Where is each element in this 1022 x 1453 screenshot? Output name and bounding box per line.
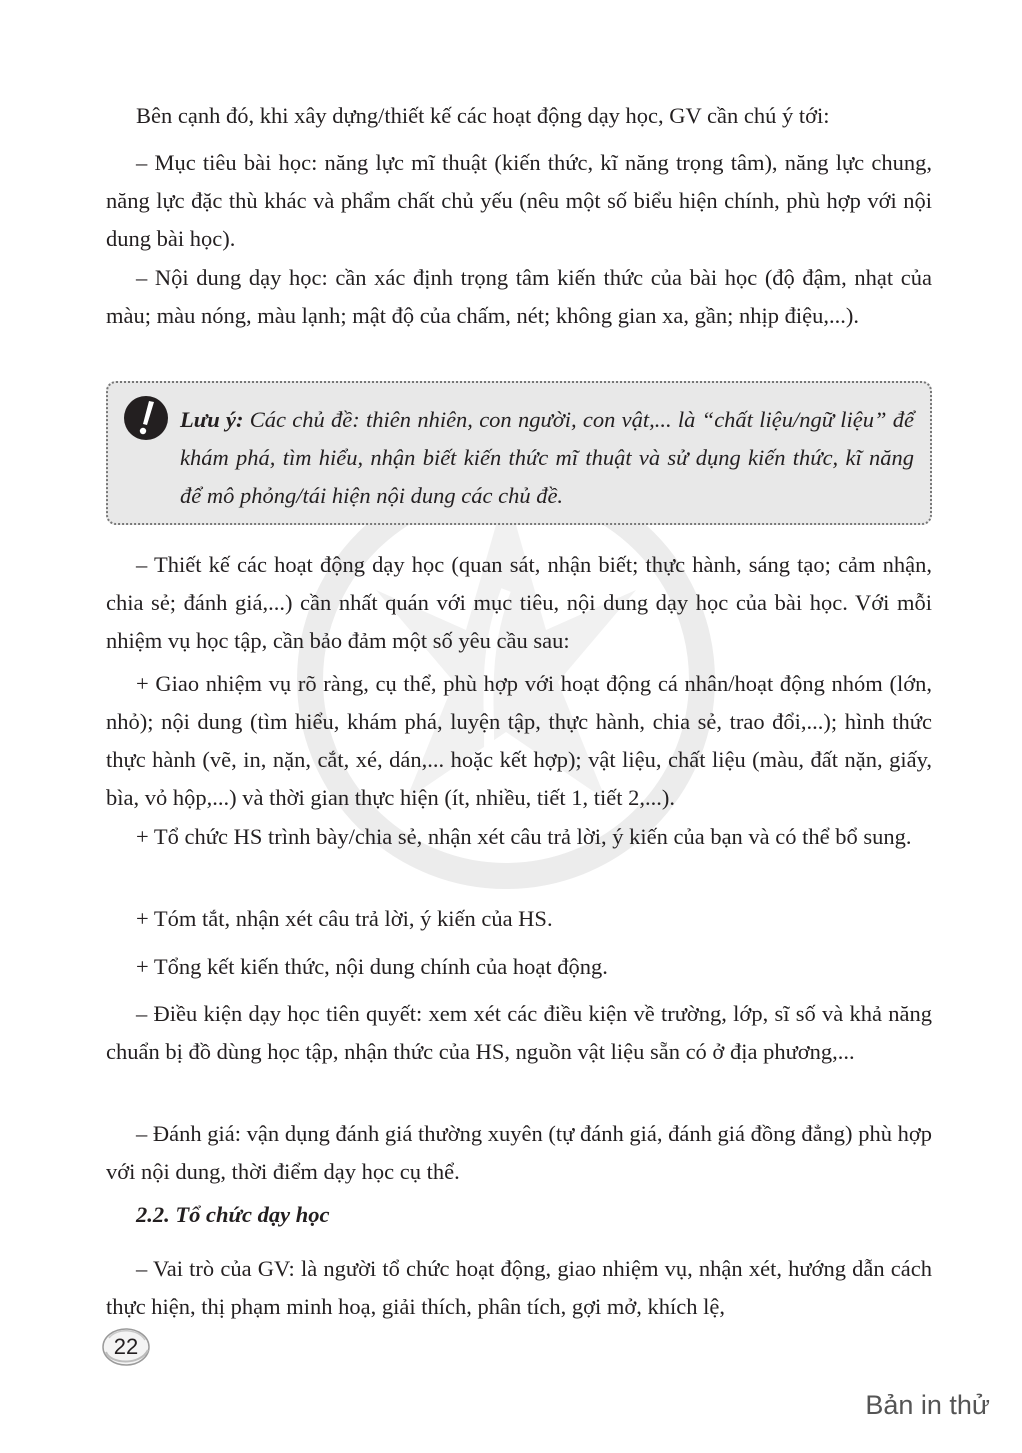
- paragraph-activities: – Thiết kế các hoạt động dạy học (quan sát, nhận biết; thực hành, sáng tạo; cảm nhận, chia sẻ; đánh giá,...) cần nhất quán với mục tiêu, nội dung dạy học của bài học. Với mỗi nhiệm vụ học tập, cần bảo đảm một số yêu cầu sau:: [106, 552, 932, 653]
- paragraph-conclude: + Tổng kết kiến thức, nội dung chính của hoạt động.: [136, 954, 608, 979]
- paragraph-summary: + Tóm tắt, nhận xét câu trả lời, ý kiến của HS.: [136, 906, 553, 931]
- paragraph-assign-tasks: + Giao nhiệm vụ rõ ràng, cụ thể, phù hợp với hoạt động cá nhân/hoạt động nhóm (lớn, nhỏ); nội dung (tìm hiểu, khám phá, luyện tập, thực hành, chia sẻ, trao đổi,...); hình thức thực hành (vẽ, in, nặn, cắt, xé, dán,... hoặc kết hợp); vật liệu, chất liệu (màu, đất nặn, giấy, bìa, vỏ hộp,...) và thời gian thực hiện (ít, nhiều, tiết 1, tiết 2,...).: [106, 671, 932, 810]
- paragraph-content: – Nội dung dạy học: cần xác định trọng tâm kiến thức của bài học (độ đậm, nhạt của màu; màu nóng, màu lạnh; mật độ của chấm, nét; không gian xa, gần; nhịp điệu,...).: [106, 265, 932, 328]
- paragraph-objectives: – Mục tiêu bài học: năng lực mĩ thuật (kiến thức, kĩ năng trọng tâm), năng lực chung, năng lực đặc thù khác và phẩm chất chủ yếu (nêu một số biểu hiện chính, phù hợp với nội dung bài học).: [106, 150, 932, 251]
- page-number: 22: [113, 1334, 139, 1359]
- proof-label: Bản in thử: [865, 1390, 990, 1420]
- note-text: [180, 401, 914, 515]
- paragraph-conditions: – Điều kiện dạy học tiên quyết: xem xét các điều kiện về trường, lớp, sĩ số và khả năng chuẩn bị đồ dùng học tập, nhận thức của HS, nguồn vật liệu sẵn có ở địa phương,...: [106, 1001, 932, 1064]
- exclamation-icon: [123, 395, 169, 441]
- paragraph-teacher-role: – Vai trò của GV: là người tổ chức hoạt động, giao nhiệm vụ, nhận xét, hướng dẫn cách thực hiện, thị phạm minh hoạ, giải thích, phân tích, gợi mở, khích lệ,: [106, 1256, 932, 1319]
- note-body: Các chủ đề: thiên nhiên, con người, con vật,... là “chất liệu/ngữ liệu” để khám phá, tìm hiểu, nhận biết kiến thức mĩ thuật và sử dụng kiến thức, kĩ năng để mô phỏng/tái hiện nội dung các chủ đề.: [180, 407, 915, 508]
- paragraph-present: + Tổ chức HS trình bày/chia sẻ, nhận xét câu trả lời, ý kiến của bạn và có thể bổ sung.: [136, 824, 912, 849]
- section-heading: 2.2. Tổ chức dạy học: [136, 1202, 330, 1227]
- paragraph-intro: Bên cạnh đó, khi xây dựng/thiết kế các hoạt động dạy học, GV cần chú ý tới:: [136, 103, 830, 128]
- note-box: [106, 381, 932, 525]
- note-label: Lưu ý:: [180, 407, 244, 432]
- paragraph-assessment: – Đánh giá: vận dụng đánh giá thường xuyên (tự đánh giá, đánh giá đồng đẳng) phù hợp với nội dung, thời điểm dạy học cụ thể.: [106, 1121, 932, 1184]
